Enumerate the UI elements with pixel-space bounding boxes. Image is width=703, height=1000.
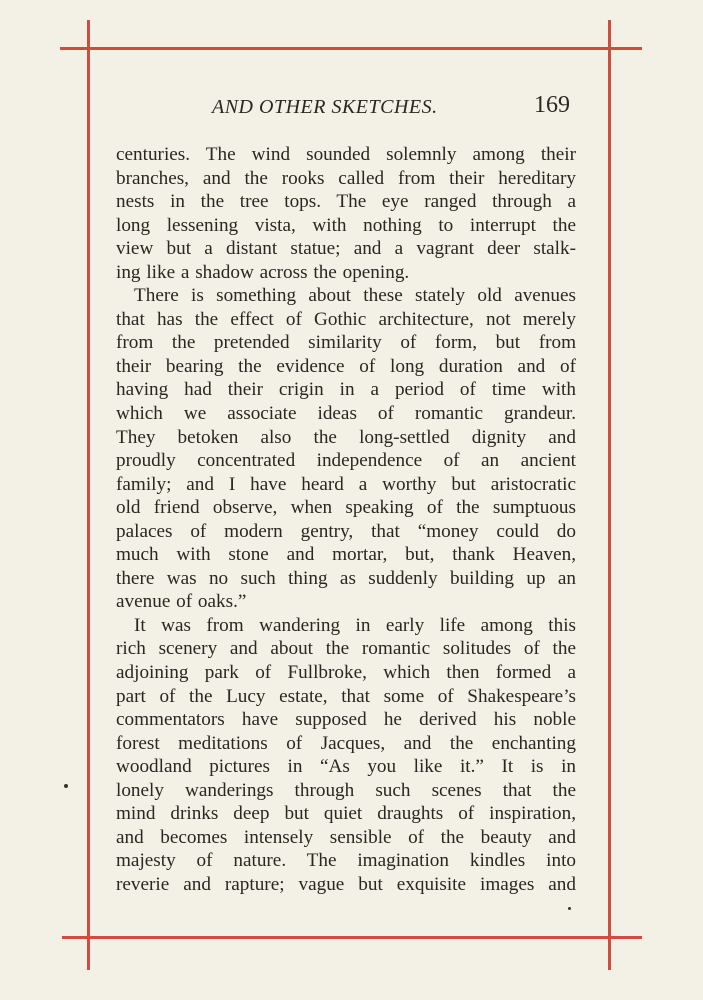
page-number: 169	[534, 92, 570, 118]
text-line: and becomes intensely sensible of the beauty and	[116, 826, 576, 848]
text-line: There is something about these stately old avenues	[134, 285, 576, 307]
text-line: much with stone and mortar, but, thank Heaven,	[116, 544, 576, 566]
margin-speck	[568, 907, 571, 910]
text-line: forest meditations of Jacques, and the enchanting	[116, 732, 576, 754]
text-line: avenue of oaks.”	[116, 591, 247, 613]
running-head: AND OTHER SKETCHES.	[212, 96, 438, 118]
text-line: old friend observe, when speaking of the sumptuous	[116, 497, 576, 519]
body-text	[116, 143, 576, 897]
text-line: ing like a shadow across the opening.	[116, 261, 410, 283]
text-line: rich scenery and about the romantic solitudes of the	[116, 638, 576, 660]
text-line: woodland pictures in “As you like it.” It is in	[116, 756, 576, 778]
text-line: nests in the tree tops. The eye ranged through a	[116, 191, 576, 213]
text-line: majesty of nature. The imagination kindles into	[116, 850, 576, 872]
text-line: commentators have supposed he derived his noble	[116, 709, 576, 731]
text-line: reverie and rapture; vague but exquisite images and	[116, 873, 576, 895]
text-line: proudly concentrated independence of an ancient	[116, 450, 576, 472]
text-line: centuries. The wind sounded solemnly among their	[116, 144, 576, 165]
text-line: long lessening vista, with nothing to interrupt the	[116, 214, 576, 236]
right-border-rule	[608, 20, 611, 970]
text-line: It was from wandering in early life among this	[134, 614, 576, 636]
text-line: that has the effect of Gothic architecture, not merely	[116, 308, 576, 330]
text-line: having had their crigin in a period of time with	[116, 379, 576, 401]
text-line: which we associate ideas of romantic grandeur.	[116, 403, 576, 425]
text-line: view but a distant statue; and a vagrant deer stalk-	[116, 238, 576, 260]
page-header	[116, 92, 576, 122]
text-line: palaces of modern gentry, that “money could do	[116, 520, 576, 542]
text-line: adjoining park of Fullbroke, which then formed a	[116, 662, 576, 684]
bottom-border-rule	[62, 936, 642, 939]
text-line: their bearing the evidence of long duration and of	[116, 355, 576, 377]
text-line: from the pretended similarity of form, but from	[116, 332, 576, 354]
text-line: branches, and the rooks called from their hereditary	[116, 167, 576, 189]
text-line: lonely wanderings through such scenes that the	[116, 779, 576, 801]
text-line: They betoken also the long-settled dignity and	[116, 426, 576, 448]
text-line: family; and I have heard a worthy but aristocratic	[116, 473, 576, 495]
text-line: there was no such thing as suddenly building up an	[116, 567, 576, 589]
left-border-rule	[87, 20, 90, 970]
margin-speck	[64, 784, 68, 788]
text-line: part of the Lucy estate, that some of Shakespeare’s	[116, 685, 576, 707]
text-line: mind drinks deep but quiet draughts of inspiration,	[116, 803, 576, 825]
top-border-rule	[60, 47, 642, 50]
